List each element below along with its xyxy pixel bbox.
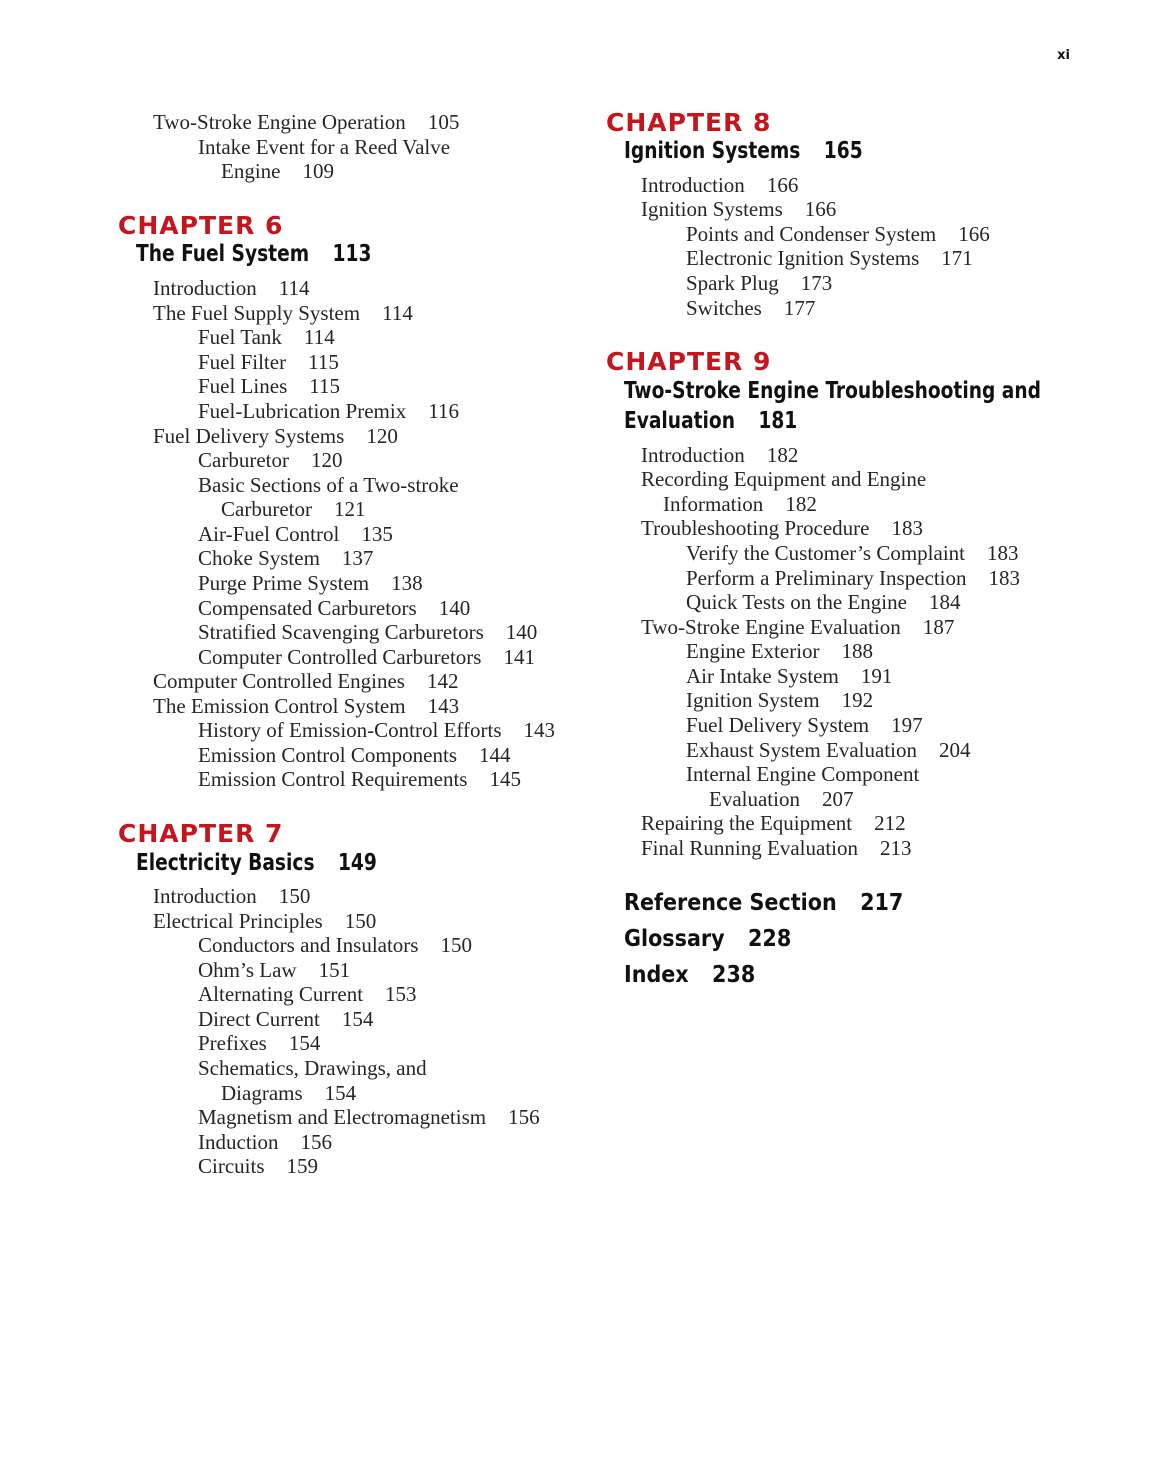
toc-entry[interactable]: Two-Stroke Engine Operation 105 (153, 110, 460, 134)
toc-entry[interactable]: Emission Control Requirements 145 (198, 767, 521, 791)
toc-entry[interactable]: Induction 156 (198, 1130, 332, 1154)
toc-entry[interactable]: Emission Control Components 144 (198, 743, 511, 767)
toc-entry[interactable]: Information 182 (663, 492, 817, 516)
reference-section-link[interactable]: Reference Section 217 (624, 890, 904, 916)
toc-entry[interactable]: Spark Plug 173 (686, 271, 833, 295)
toc-entry[interactable]: Switches 177 (686, 296, 816, 320)
toc-entry[interactable]: History of Emission-Control Efforts 143 (198, 718, 556, 742)
toc-entry[interactable]: Computer Controlled Engines 142 (153, 669, 459, 693)
chapter-7-title[interactable]: Electricity Basics 149 (136, 850, 377, 876)
toc-entry[interactable]: Evaluation 207 (709, 787, 854, 811)
toc-entry[interactable]: Fuel Delivery Systems 120 (153, 424, 398, 448)
toc-entry[interactable]: Air-Fuel Control 135 (198, 522, 393, 546)
toc-entry[interactable]: Conductors and Insulators 150 (198, 933, 472, 957)
toc-entry[interactable]: Fuel-Lubrication Premix 116 (198, 399, 459, 423)
toc-entry[interactable]: The Fuel Supply System 114 (153, 301, 413, 325)
toc-entry[interactable]: Exhaust System Evaluation 204 (686, 738, 971, 762)
toc-entry[interactable]: Purge Prime System 138 (198, 571, 423, 595)
toc-entry[interactable]: Two-Stroke Engine Evaluation 187 (641, 615, 955, 639)
toc-entry[interactable]: Magnetism and Electromagnetism 156 (198, 1105, 540, 1129)
toc-entry[interactable]: Points and Condenser System 166 (686, 222, 990, 246)
toc-entry[interactable]: Stratified Scavenging Carburetors 140 (198, 620, 538, 644)
toc-entry[interactable]: Fuel Filter 115 (198, 350, 339, 374)
toc-entry[interactable]: Prefixes 154 (198, 1031, 321, 1055)
toc-entry[interactable]: Perform a Preliminary Inspection 183 (686, 566, 1021, 590)
toc-entry[interactable]: Engine Exterior 188 (686, 639, 874, 663)
toc-entry[interactable]: Circuits 159 (198, 1154, 318, 1178)
toc-entry[interactable]: Electronic Ignition Systems 171 (686, 246, 973, 270)
chapter-9-title-line1[interactable]: Two-Stroke Engine Troubleshooting and (624, 378, 1041, 404)
toc-entry[interactable]: Troubleshooting Procedure 183 (641, 516, 923, 540)
toc-entry[interactable]: Introduction 150 (153, 884, 311, 908)
toc-entry[interactable]: The Emission Control System 143 (153, 694, 460, 718)
toc-entry[interactable]: Diagrams 154 (221, 1081, 357, 1105)
toc-entry[interactable]: Introduction 182 (641, 443, 799, 467)
toc-entry[interactable]: Basic Sections of a Two-stroke (198, 473, 459, 497)
page-number: xi (1057, 48, 1070, 63)
toc-entry[interactable]: Internal Engine Component (686, 762, 920, 786)
chapter-7-label: CHAPTER 7 (118, 819, 284, 848)
toc-entry[interactable]: Introduction 114 (153, 276, 310, 300)
toc-entry[interactable]: Computer Controlled Carburetors 141 (198, 645, 535, 669)
toc-entry[interactable]: Engine 109 (221, 159, 334, 183)
toc-entry[interactable]: Compensated Carburetors 140 (198, 596, 471, 620)
toc-entry[interactable]: Recording Equipment and Engine (641, 467, 927, 491)
toc-entry[interactable]: Quick Tests on the Engine 184 (686, 590, 961, 614)
chapter-8-label: CHAPTER 8 (606, 108, 772, 137)
toc-entry[interactable]: Fuel Tank 114 (198, 325, 335, 349)
toc-entry[interactable]: Final Running Evaluation 213 (641, 836, 912, 860)
toc-entry[interactable]: Air Intake System 191 (686, 664, 893, 688)
toc-entry[interactable]: Ignition System 192 (686, 688, 874, 712)
chapter-6-title[interactable]: The Fuel System 113 (136, 241, 372, 267)
toc-entry[interactable]: Intake Event for a Reed Valve (198, 135, 451, 159)
toc-entry[interactable]: Fuel Delivery System 197 (686, 713, 923, 737)
toc-entry[interactable]: Fuel Lines 115 (198, 374, 340, 398)
toc-entry[interactable]: Carburetor 121 (221, 497, 366, 521)
index-link[interactable]: Index 238 (624, 962, 756, 988)
toc-entry[interactable]: Choke System 137 (198, 546, 374, 570)
chapter-9-label: CHAPTER 9 (606, 347, 772, 376)
toc-entry[interactable]: Carburetor 120 (198, 448, 343, 472)
chapter-6-label: CHAPTER 6 (118, 211, 284, 240)
toc-entry[interactable]: Repairing the Equipment 212 (641, 811, 906, 835)
toc-entry[interactable]: Electrical Principles 150 (153, 909, 377, 933)
toc-entry[interactable]: Schematics, Drawings, and (198, 1056, 427, 1080)
toc-entry[interactable]: Alternating Current 153 (198, 982, 417, 1006)
toc-entry[interactable]: Ohm’s Law 151 (198, 958, 351, 982)
toc-entry[interactable]: Verify the Customer’s Complaint 183 (686, 541, 1019, 565)
toc-entry[interactable]: Direct Current 154 (198, 1007, 374, 1031)
toc-entry[interactable]: Ignition Systems 166 (641, 197, 837, 221)
chapter-8-title[interactable]: Ignition Systems 165 (624, 138, 863, 164)
toc-entry[interactable]: Introduction 166 (641, 173, 799, 197)
chapter-9-title-line2[interactable]: Evaluation 181 (624, 408, 798, 434)
glossary-link[interactable]: Glossary 228 (624, 926, 792, 952)
